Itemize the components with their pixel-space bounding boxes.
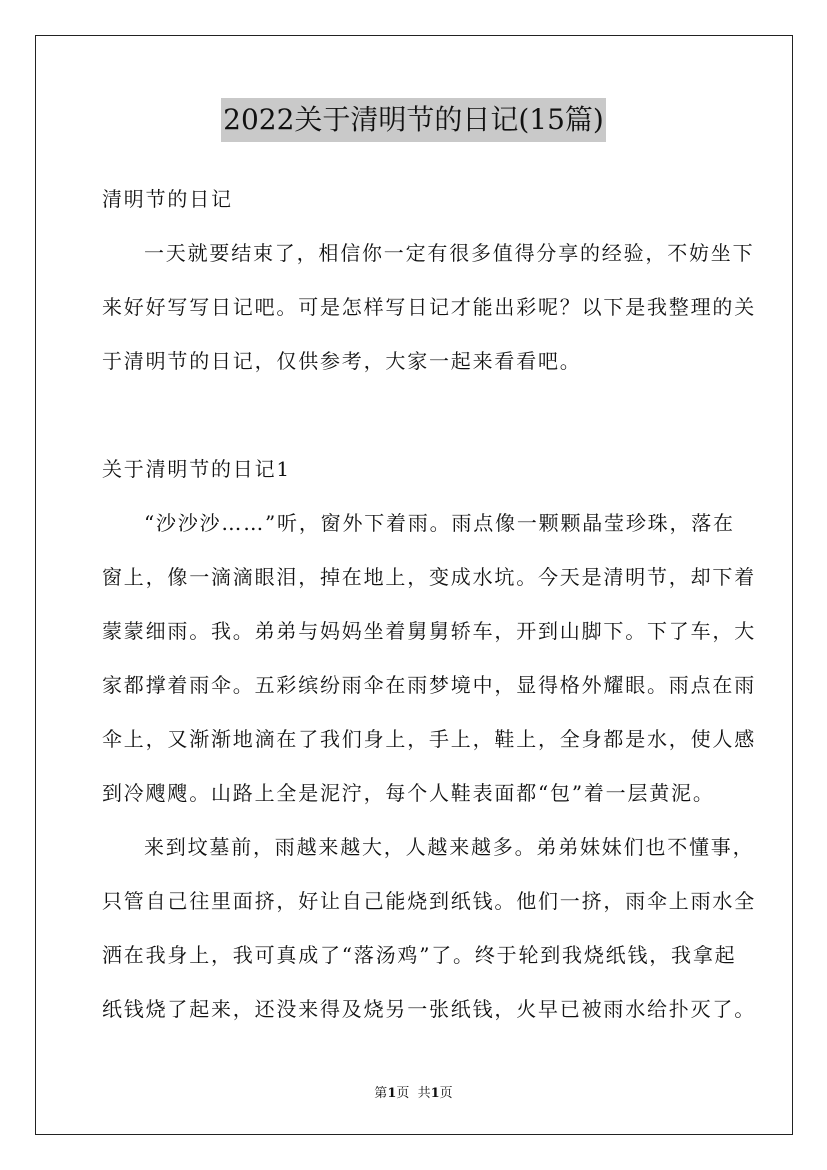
intro-line: 于清明节的日记，仅供参考，大家一起来看看吧。 bbox=[102, 349, 582, 373]
footer-suffix: 页 bbox=[439, 1086, 453, 1101]
paragraph-line: 纸钱烧了起来，还没来得及烧另一张纸钱，火早已被雨水给扑灭了。 bbox=[102, 997, 756, 1021]
paragraph-line: 只管自己往里面挤，好让自己能烧到纸钱。他们一挤，雨伞上雨水全 bbox=[102, 889, 756, 913]
paragraph-line: 来到坟墓前，雨越来越大，人越来越多。弟弟妹妹们也不懂事， bbox=[144, 835, 755, 859]
paragraph-line: 到冷飕飕。山路上全是泥泞，每个人鞋表面都“包”着一层黄泥。 bbox=[102, 781, 715, 805]
blank-line bbox=[102, 388, 726, 442]
document-title: 2022关于清明节的日记(15篇) bbox=[221, 98, 606, 142]
paragraph-line: 洒在我身上，我可真成了“落汤鸡”了。终于轮到我烧纸钱，我拿起 bbox=[102, 943, 737, 967]
paragraph-line: 伞上，又渐渐地滴在了我们身上，手上，鞋上，全身都是水，使人感 bbox=[102, 727, 756, 751]
footer-prefix: 第 bbox=[374, 1086, 388, 1101]
paragraph-line: 窗上，像一滴滴眼泪，掉在地上，变成水坑。今天是清明节，却下着 bbox=[102, 565, 756, 589]
paragraph-line: “沙沙沙……”听，窗外下着雨。雨点像一颗颗晶莹珍珠，落在 bbox=[144, 511, 735, 535]
title-container bbox=[0, 98, 827, 142]
page-total: 1 bbox=[430, 1086, 440, 1101]
document-body bbox=[102, 172, 756, 1036]
paragraph-line: 蒙蒙细雨。我。弟弟与妈妈坐着舅舅轿车，开到山脚下。下了车，大 bbox=[102, 619, 756, 643]
entry-heading: 关于清明节的日记1 bbox=[102, 457, 291, 481]
footer-mid: 页 共 bbox=[396, 1086, 431, 1101]
paragraph-line: 家都撑着雨伞。五彩缤纷雨伞在雨梦境中，显得格外耀眼。雨点在雨 bbox=[102, 673, 756, 697]
page-footer bbox=[0, 1082, 827, 1101]
page-number: 1 bbox=[387, 1086, 397, 1101]
intro-line: 来好好写写日记吧。可是怎样写日记才能出彩呢？以下是我整理的关 bbox=[102, 295, 756, 319]
section-heading: 清明节的日记 bbox=[102, 187, 233, 211]
intro-line: 一天就要结束了，相信你一定有很多值得分享的经验，不妨坐下 bbox=[144, 241, 755, 265]
